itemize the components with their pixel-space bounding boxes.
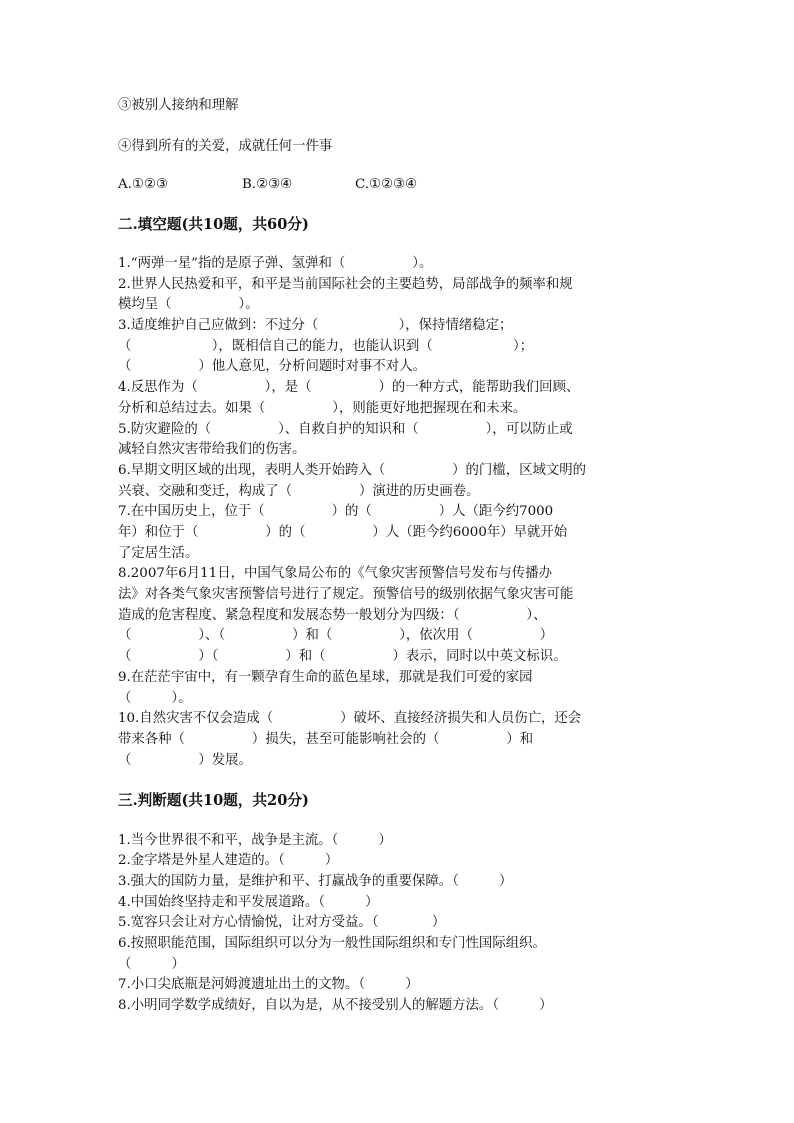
true-false-line: 2.金字塔是外星人建造的。（ ） — [118, 853, 339, 868]
fill-blank-line: 5.防灾避险的（ ）、自救自护的知识和（ ），可以防止或 — [118, 422, 573, 437]
fill-blank-line: 2.世界人民热爱和平，和平是当前国际社会的主要趋势，局部战争的频率和规 — [118, 277, 573, 292]
fill-blank-line: 6.早期文明区域的出现，表明人类开始跨入（ ）的门槛，区域文明的 — [118, 463, 587, 478]
fill-blank-line: 兴衰、交融和变迁，构成了（ ）演进的历史画卷。 — [118, 484, 480, 499]
option-a: A.①②③ — [118, 177, 168, 192]
fill-blank-line: 了定居生活。 — [118, 546, 199, 561]
fill-blank-line: 法》对各类气象灾害预警信号进行了规定。预警信号的级别依据气象灾害可能 — [118, 587, 574, 602]
fill-blank-line: （ ）他人意见，分析问题时对事不对人。 — [118, 359, 426, 374]
fill-blank-line: （ ），既相信自己的能力，也能认识到（ ）； — [118, 339, 534, 354]
option-c: C.①②③④ — [355, 177, 418, 192]
true-false-line: 3.强大的国防力量，是维护和平、打赢战争的重要保障。（ ） — [118, 874, 513, 889]
fill-blank-line: （ ）（ ）和（ ）表示，同时以中英文标识。 — [118, 649, 567, 664]
fill-blank-line: 模均呈（ ）。 — [118, 297, 259, 312]
fill-blank-line: （ ）。 — [118, 691, 192, 706]
fill-blank-line: 年）和位于（ ）的（ ）人（距今约6000年）早就开始 — [118, 525, 568, 540]
fill-blank-line: 9.在茫茫宇宙中，有一颗孕育生命的蓝色星球，那就是我们可爱的家园 — [118, 670, 533, 685]
fill-blank-line: 10.自然灾害不仅会造成（ ）破坏、直接经济损失和人员伤亡，还会 — [118, 711, 582, 726]
fill-blank-line: 带来各种（ ）损失，甚至可能影响社会的（ ）和 — [118, 732, 534, 747]
fill-blank-line: 造成的危害程度、紧急程度和发展态势一般划分为四级：（ ）、 — [118, 608, 547, 623]
true-false-line: （ ） — [118, 957, 185, 972]
fill-blank-line: （ ）发展。 — [118, 753, 252, 768]
answer-options — [118, 175, 417, 195]
section-heading-true-false: 三.判断题(共10题，共20分) — [118, 792, 309, 809]
fill-blank-line: 4.反思作为（ ），是（ ）的一种方式，能帮助我们回顾、 — [118, 380, 580, 395]
true-false-line: 5.宽容只会让对方心情愉悦，让对方受益。（ ） — [118, 915, 446, 930]
fill-blank-line: 7.在中国历史上，位于（ ）的（ ）人（距今约7000 — [118, 504, 554, 519]
option-b: B.②③④ — [242, 177, 293, 192]
choice-item-4: ④得到所有的关爱，成就任何一件事 — [118, 139, 333, 154]
fill-blank-line: 减轻自然灾害带给我们的伤害。 — [118, 442, 306, 457]
section-heading-fill-blank: 二.填空题(共10题，共60分) — [118, 216, 309, 233]
true-false-line: 6.按照职能范围，国际组织可以分为一般性国际组织和专门性国际组织。 — [118, 936, 546, 951]
fill-blank-line: 8.2007年6月11日，中国气象局公布的《气象灾害预警信号发布与传播办 — [118, 566, 552, 581]
fill-blank-line: 3.适度维护自己应做到：不过分（ ），保持情绪稳定； — [118, 318, 513, 333]
fill-blank-line: （ ）、（ ）和（ ），依次用（ ） — [118, 628, 554, 643]
true-false-line: 7.小口尖底瓶是河姆渡遗址出土的文物。（ ） — [118, 977, 419, 992]
true-false-line: 1.当今世界很不和平，战争是主流。（ ） — [118, 833, 392, 848]
choice-item-3: ③被别人接纳和理解 — [118, 98, 239, 113]
true-false-line: 4.中国始终坚持走和平发展道路。（ ） — [118, 895, 379, 910]
fill-blank-line: 1.“两弹一星”指的是原子弹、氢弹和（ ）。 — [118, 256, 433, 271]
fill-blank-line: 分析和总结过去。如果（ ），则能更好地把握现在和未来。 — [118, 401, 527, 416]
true-false-line: 8.小明同学数学成绩好，自以为是，从不接受别人的解题方法。（ ） — [118, 998, 553, 1013]
